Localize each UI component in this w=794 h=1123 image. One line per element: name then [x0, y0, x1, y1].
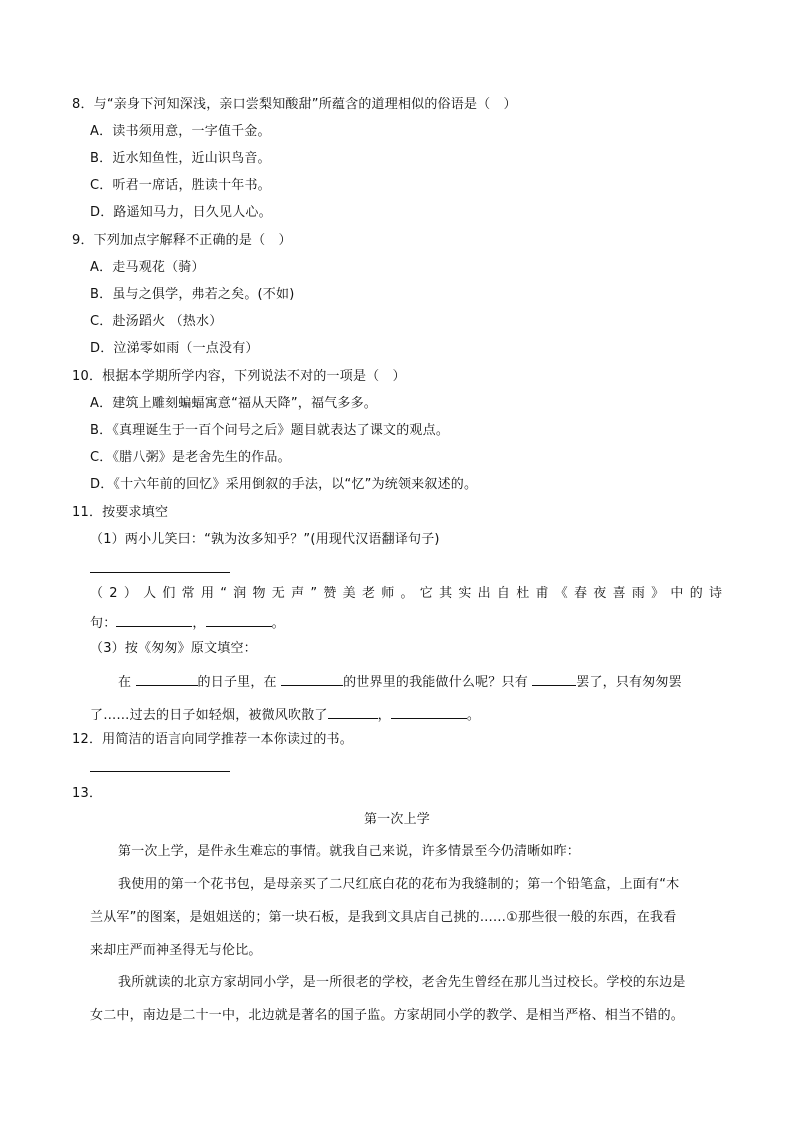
q11-part3-blank-5[interactable]: [391, 704, 467, 719]
q11-part3-text-d: 罢了，只有匆匆罢: [576, 675, 682, 690]
q9-stem: 9．下列加点字解释不正确的是（ ）: [72, 233, 292, 248]
q10-option-b: B．《真理诞生于一百个问号之后》题目就表达了课文的观点。: [90, 423, 450, 438]
q11-part3-head: （3）按《匆匆》原文填空：: [90, 641, 257, 656]
q10-option-d: D．《十六年前的回忆》采用倒叙的手法，以“忆”为统领来叙述的。: [90, 477, 478, 492]
q13-passage-title: 第一次上学: [363, 812, 430, 827]
q11-part2-blank-1[interactable]: [116, 612, 192, 627]
q9-option-b: B．虽与之俱学，弗若之矣。(不如): [90, 287, 295, 302]
q11-part2-prefix: 句：: [90, 616, 117, 631]
q11-part3-blank-2[interactable]: [281, 671, 343, 686]
q13-paragraph-1: 第一次上学，是件永生难忘的事情。就我自己来说，许多情景至今仍清晰如昨：: [118, 844, 581, 859]
q13-paragraph-3-line-1: 我所就读的北京方家胡同小学，是一所很老的学校，老舍先生曾经在那儿当过校长。学校的东边是: [118, 975, 686, 990]
q13-paragraph-3-line-2: 女二中，南边是二十一中，北边就是著名的国子监。方家胡同小学的教学、是相当严格、相当不错的。: [90, 1008, 685, 1023]
q11-part1: （1）两小儿笑曰：“孰为汝多知乎？”(用现代汉语翻译句子): [90, 532, 440, 547]
q9-option-c: C．赴汤蹈火 （热水）: [90, 314, 223, 329]
q11-part3-line2: [90, 704, 480, 725]
q11-part2-comma: ，: [192, 616, 206, 631]
q11-part3-blank-3[interactable]: [532, 671, 576, 686]
q8-option-b: B．近水知鱼性，近山识鸟音。: [90, 151, 271, 166]
q12-stem: 12．用简洁的语言向同学推荐一本你读过的书。: [72, 732, 353, 747]
q11-part3-period: 。: [466, 708, 481, 723]
q11-part3-text-a: 在: [118, 675, 132, 690]
q10-stem: 10．根据本学期所学内容，下列说法不对的一项是（ ）: [72, 369, 406, 384]
q8-stem: 8．与“亲身下河知深浅，亲口尝梨知酸甜”所蕴含的道理相似的俗语是（ ）: [72, 97, 517, 112]
q11-part3-text-c: 的世界里的我能做什么呢？只有: [343, 675, 528, 690]
q11-part2-line2: [90, 612, 285, 633]
q13-paragraph-2-line-2: 兰从军”的图案，是姐姐送的；第一块石板，是我到文具店自己挑的……①那些很一般的东西，在我看: [90, 910, 677, 925]
q11-part3-blank-4[interactable]: [328, 704, 378, 719]
q10-option-c: C．《腊八粥》是老舍先生的作品。: [90, 450, 291, 465]
q11-part2-line1: （2）人们常用“润物无声”赞美老师。它其实出自杜甫《春夜喜雨》中的诗: [90, 586, 722, 601]
q13-number: 13．: [72, 786, 103, 801]
q8-option-d: D．路遥知马力，日久见人心。: [90, 205, 272, 220]
q13-paragraph-2-line-1: 我使用的第一个花书包，是母亲买了二尺红底白花的花布为我缝制的；第一个铅笔盒，上面有“木: [118, 877, 680, 892]
q11-stem: 11．按要求填空: [72, 505, 169, 520]
q11-part3-text-e: 了……过去的日子如轻烟，被微风吹散了: [90, 708, 328, 723]
q8-option-a: A．读书须用意，一字值千金。: [90, 124, 271, 139]
q10-option-a: A．建筑上雕刻蝙蝠寓意“福从天降”，福气多多。: [90, 396, 377, 411]
q12-answer-line[interactable]: [90, 771, 230, 772]
q11-part3-line1: [118, 671, 682, 692]
q11-part1-answer-line[interactable]: [90, 572, 230, 573]
q8-option-c: C．听君一席话，胜读十年书。: [90, 178, 271, 193]
q11-part3-comma: ，: [377, 708, 391, 723]
q11-part3-blank-1[interactable]: [136, 671, 198, 686]
q11-part2-period: 。: [271, 616, 285, 631]
q13-paragraph-2-line-3: 来却庄严而神圣得无与伦比。: [90, 943, 262, 958]
q9-option-a: A．走马观花（骑）: [90, 260, 205, 275]
q11-part3-text-b: 的日子里，在: [197, 675, 277, 690]
q11-part2-blank-2[interactable]: [206, 612, 272, 627]
q9-option-d: D．泣涕零如雨（一点没有）: [90, 341, 259, 356]
